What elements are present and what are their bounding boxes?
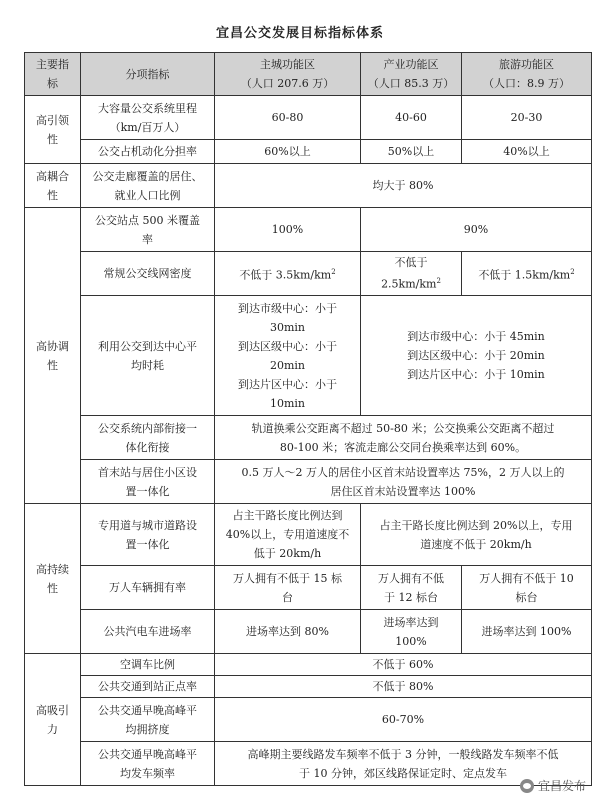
value-cell: 50%以上 [361,140,462,164]
group-coordination: 高协调 性 [25,208,81,504]
item-cell: 常规公交线网密度 [81,252,215,296]
value-cell: 不低于 $3.5km/km^2$ [215,252,361,296]
table-row [25,676,592,698]
table-row [25,504,592,566]
value-cell: 90% [361,208,592,252]
table-title: 宜昌公交发展目标指标体系 [215,26,384,41]
value-cell: 0.5 万人～2 万人的居住小区首末站设置率达 75%，2 万人以上的 居住区首末站设置率达 100% [215,460,592,504]
item-cell: 公共交通早晚高峰平 均发车频率 [81,742,215,786]
header-main-city-zone: 主城功能区 （人口 207.6 万） [215,53,361,96]
table-row [25,742,592,786]
header-tourism-zone: 旅游功能区 （人口：8.9 万） [462,53,592,96]
table-row [25,460,592,504]
table-row [25,208,592,252]
table-row [25,164,592,208]
item-cell: 公交站点 500 米覆盖 率 [81,208,215,252]
indicator-table [24,52,592,786]
table-row [25,654,592,676]
value-cell: 万人拥有不低于 15 标 台 [215,566,361,610]
value-cell: 到达市级中心：小于 45min 到达区级中心：小于 20min 到达片区中心：小于 10min [361,296,592,416]
header-industrial-zone: 产业功能区 （人口 85.3 万） [361,53,462,96]
group-attraction: 高吸引 力 [25,654,81,786]
table-row [25,296,592,416]
value-cell: 万人拥有不低于 10 标台 [462,566,592,610]
table-row [25,140,592,164]
group-coupling: 高耦合 性 [25,164,81,208]
item-cell: 空调车比例 [81,654,215,676]
value-cell: 高峰期主要线路发车频率不低于 3 分钟，一般线路发车频率不低 于 10 分钟，郊区线路保证定时、定点发车 [215,742,592,786]
value-cell: 到达市级中心：小于 30min 到达区级中心：小于 20min 到达片区中心：小于 10min [215,296,361,416]
table-row [25,566,592,610]
value-cell: 均大于 80% [215,164,592,208]
item-cell: 公交系统内部衔接一 体化衔接 [81,416,215,460]
value-cell: 进场率达到 80% [215,610,361,654]
value-cell: 进场率达到 100% [361,610,462,654]
value-cell: 40-60 [361,96,462,140]
item-cell: 公交走廊覆盖的居住、 就业人口比例 [81,164,215,208]
table-row [25,698,592,742]
value-cell: 60-80 [215,96,361,140]
item-cell: 公共汽电车进场率 [81,610,215,654]
value-cell: 进场率达到 100% [462,610,592,654]
table-row [25,416,592,460]
group-leading: 高引领 性 [25,96,81,164]
value-cell: 万人拥有不低 于 12 标台 [361,566,462,610]
value-cell: 占主干路长度比例达到 40%以上，专用道速度不 低于 20km/h [215,504,361,566]
header-sub-indicator: 分项指标 [81,53,215,96]
item-cell: 公交占机动化分担率 [81,140,215,164]
value-cell: 占主干路长度比例达到 20%以上，专用 道速度不低于 20km/h [361,504,592,566]
item-cell: 万人车辆拥有率 [81,566,215,610]
value-cell: 不低于 $1.5km/km^2$ [462,252,592,296]
item-cell: 首末站与居住小区设 置一体化 [81,460,215,504]
item-cell: 大容量公交系统里程 （km/百万人） [81,96,215,140]
watermark-text: 宜昌发布 [537,779,586,793]
item-cell: 利用公交到达中心平 均时耗 [81,296,215,416]
wechat-icon [520,779,534,793]
table-row [25,610,592,654]
value-cell: 60-70% [215,698,592,742]
item-cell: 公共交通到站正点率 [81,676,215,698]
value-cell: 60%以上 [215,140,361,164]
value-cell: 不低于 80% [215,676,592,698]
value-cell: 100% [215,208,361,252]
value-cell: 40%以上 [462,140,592,164]
table-row [25,252,592,296]
item-cell: 专用道与城市道路设 置一体化 [81,504,215,566]
value-cell: 轨道换乘公交距离不超过 50-80 米；公交换乘公交距离不超过 80-100 米；客流走廊公交同台换乘率达到 60%。 [215,416,592,460]
table-header-row [25,53,592,96]
group-sustainability: 高持续 性 [25,504,81,654]
value-cell: 20-30 [462,96,592,140]
watermark [520,777,586,794]
item-cell: 公共交通早晚高峰平 均拥挤度 [81,698,215,742]
header-main-indicator: 主要指 标 [25,53,81,96]
table-row [25,96,592,140]
value-cell: 不低于 60% [215,654,592,676]
value-cell: 不低于 $2.5km/km^2$ [361,252,462,296]
